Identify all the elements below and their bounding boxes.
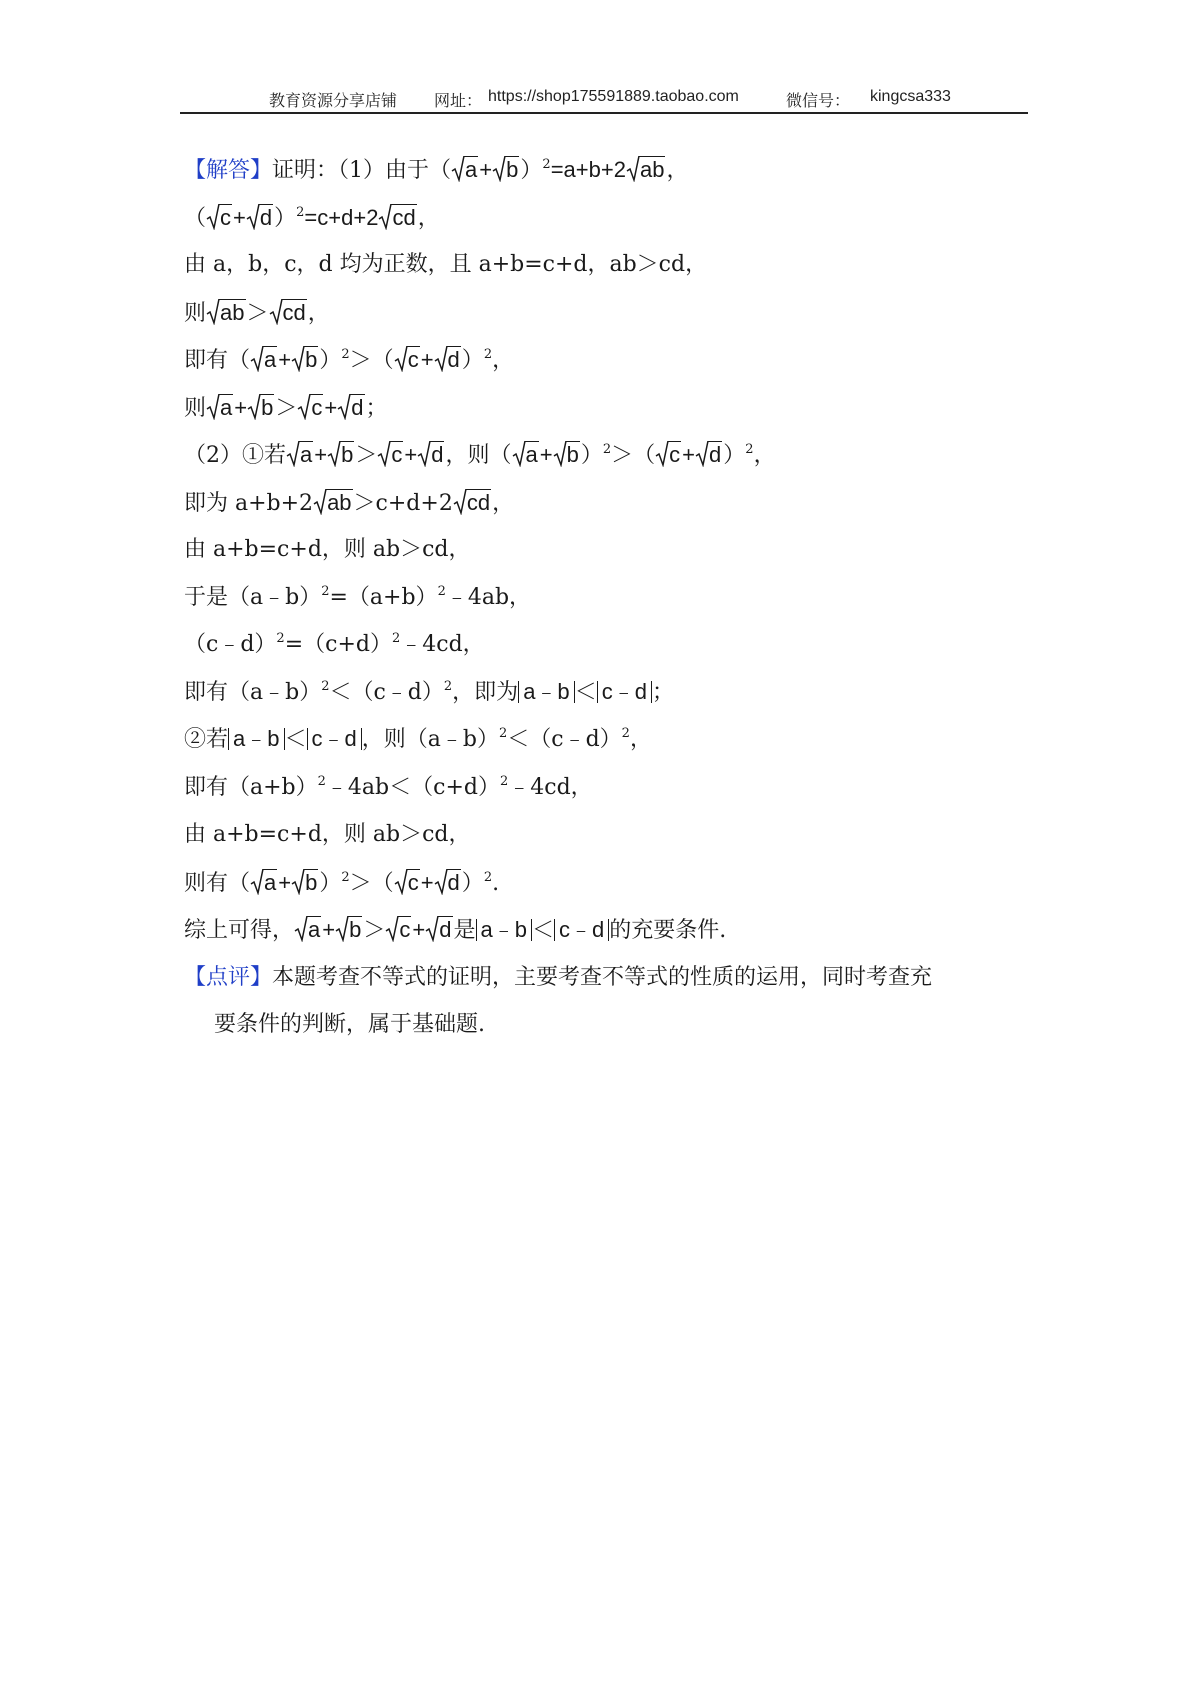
- text: ；: [651, 679, 674, 705]
- text: ＞: [363, 918, 386, 943]
- sqrt-b: [492, 150, 519, 191]
- text: 的充要条件.: [609, 918, 727, 943]
- abs-a-minus-b: a﹣b: [518, 681, 574, 703]
- sqrt-d: [425, 910, 452, 951]
- header-wechat-label: 微信号：: [786, 93, 851, 110]
- radicand: b: [305, 869, 318, 895]
- sqrt-ab: [626, 150, 665, 191]
- radicand: c: [669, 442, 681, 467]
- solution-tag-open: 【: [184, 158, 207, 183]
- page-header: [180, 86, 1028, 114]
- text: （2）①若: [184, 443, 286, 468]
- text: .: [492, 870, 500, 896]
- sqrt-a: [206, 388, 233, 429]
- text: ，即为: [452, 679, 519, 705]
- sqrt-d: [337, 388, 364, 429]
- plus-sign: +: [404, 442, 418, 467]
- solution-line-2: [184, 198, 1034, 246]
- comment-tag-open: 【: [184, 964, 207, 990]
- radicand: d: [447, 869, 460, 895]
- text: ）: [461, 870, 484, 896]
- radicand: c: [407, 869, 419, 895]
- text: ）: [319, 870, 342, 896]
- abs-c-minus-d: c﹣d: [554, 919, 609, 941]
- sqrt-b: [247, 388, 274, 429]
- text: 则: [184, 395, 207, 421]
- sqrt-b: [327, 435, 354, 476]
- sqrt-d: [417, 435, 444, 476]
- text: ﹣4ab＜（c+d）: [325, 774, 500, 800]
- sqrt-cd: [453, 483, 491, 524]
- text: ）: [274, 205, 297, 231]
- exponent: 2: [621, 726, 630, 741]
- radicand: a: [300, 442, 313, 467]
- plus-sign: +: [682, 442, 696, 467]
- text: 即有（a+b）: [184, 774, 318, 800]
- radicand: c: [407, 347, 419, 372]
- plus-sign: +: [420, 347, 434, 372]
- radicand: d: [351, 394, 364, 420]
- sqrt-b: [335, 910, 362, 951]
- exponent: 2: [483, 347, 493, 362]
- text: ﹣4cd，: [508, 774, 593, 800]
- text: ②若: [184, 727, 229, 752]
- solution-tag-close: 】: [250, 158, 273, 183]
- sqrt-ab: [206, 293, 245, 334]
- radicand: d: [439, 917, 452, 942]
- text: 于是（a﹣b）: [184, 584, 322, 610]
- radicand: d: [447, 347, 460, 372]
- text: ＞: [275, 395, 298, 421]
- header-url: https://shop175591889.taobao.com: [488, 88, 739, 105]
- radicand: a: [264, 347, 277, 372]
- text: （: [184, 205, 207, 231]
- radicand: cd: [282, 299, 306, 325]
- text: ＞（: [349, 348, 394, 373]
- plus-sign: +: [479, 157, 493, 182]
- text: 即有（: [184, 348, 251, 373]
- radicand: ab: [639, 157, 665, 182]
- abs-c-minus-d: c﹣d: [307, 728, 362, 750]
- text: ＞（: [611, 443, 656, 468]
- sqrt-a: [250, 863, 277, 904]
- radicand: b: [506, 157, 519, 182]
- text: ＞（: [349, 870, 394, 896]
- exponent: 2: [276, 631, 285, 646]
- plus-sign: +: [314, 442, 328, 467]
- header-wechat: kingcsa333: [870, 88, 951, 105]
- comment-line-2: 要条件的判断，属于基础题.: [214, 1012, 485, 1037]
- radicand: b: [261, 394, 274, 420]
- text: ，: [753, 443, 776, 468]
- sqrt-b: [291, 340, 318, 381]
- sqrt-a: [294, 910, 321, 951]
- text: 即有（a﹣b）: [184, 679, 322, 705]
- text: ，: [492, 490, 515, 516]
- exponent: 2: [443, 678, 453, 694]
- solution-line-11: [184, 625, 1034, 673]
- radicand: a: [264, 869, 277, 895]
- sqrt-c: [206, 198, 232, 239]
- sqrt-d: [434, 340, 461, 381]
- exponent: 2: [341, 869, 350, 885]
- text: ，: [417, 205, 440, 231]
- text: ）: [520, 158, 543, 183]
- solution-line-16: [184, 863, 1034, 911]
- radicand: d: [259, 204, 273, 230]
- text: 证明：（1）由于（: [272, 158, 452, 183]
- sqrt-a: [512, 435, 539, 476]
- text: ＜: [574, 679, 597, 705]
- text: ﹣4cd，: [400, 632, 485, 657]
- text: =（a+b）: [329, 584, 438, 610]
- text: ，: [629, 727, 652, 752]
- sqrt-cd: [378, 198, 416, 239]
- sqrt-b: [291, 863, 318, 904]
- plus-sign: +: [233, 204, 246, 230]
- exponent: 2: [321, 583, 330, 599]
- plus-sign: +: [278, 347, 292, 372]
- radicand: b: [305, 347, 318, 372]
- text: ）: [461, 348, 484, 373]
- plus-sign: +: [539, 442, 553, 467]
- radicand: d: [709, 442, 722, 467]
- radicand: a: [525, 442, 538, 467]
- text: ）: [723, 443, 746, 468]
- solution-line-10: [184, 578, 1034, 626]
- text: 是: [453, 918, 476, 943]
- solution-body: [184, 150, 1034, 1053]
- sqrt-cd: [269, 293, 307, 334]
- exponent: 2: [437, 583, 446, 599]
- radicand: a: [465, 157, 478, 182]
- plus-sign: +: [412, 917, 426, 942]
- solution-line-17: [184, 910, 1034, 958]
- radicand: c: [399, 917, 411, 942]
- exponent: 2: [483, 869, 493, 885]
- sqrt-a: [250, 340, 277, 381]
- sqrt-ab: [313, 483, 352, 524]
- exponent: 2: [341, 347, 350, 362]
- exponent: 2: [391, 631, 401, 646]
- radicand: a: [308, 917, 321, 942]
- solution-line-12: [184, 673, 1034, 721]
- text: ）: [580, 443, 603, 468]
- plus-sign: +: [420, 869, 434, 895]
- text: ＞: [246, 300, 269, 326]
- text: 则有（: [184, 870, 251, 896]
- sqrt-b: [553, 435, 580, 476]
- radicand: a: [220, 394, 233, 420]
- text: ，则（a﹣b）: [361, 727, 499, 752]
- radicand: d: [431, 442, 444, 467]
- radicand: c: [311, 394, 323, 420]
- text: =a+b+2: [550, 157, 626, 182]
- sqrt-c: [385, 910, 411, 951]
- solution-line-6: [184, 388, 1034, 436]
- text: ＞c+d+2: [353, 490, 453, 516]
- header-shop-name: 教育资源分享店铺: [269, 93, 398, 110]
- comment-line-1: [184, 958, 1034, 1006]
- sqrt-c: [655, 435, 681, 476]
- exponent: 2: [498, 726, 508, 741]
- sqrt-d: [246, 198, 273, 239]
- exponent: 2: [745, 442, 754, 457]
- plus-sign: +: [324, 394, 338, 420]
- sqrt-a: [286, 435, 313, 476]
- text: ﹣4ab，: [445, 584, 532, 610]
- exponent: 2: [602, 442, 612, 457]
- text: ＜: [532, 918, 555, 943]
- radicand: c: [391, 442, 403, 467]
- solution-line-14: [184, 768, 1034, 816]
- radicand: b: [341, 442, 354, 467]
- comment-tag-close: 】: [250, 964, 273, 990]
- sqrt-c: [297, 388, 323, 429]
- exponent: 2: [542, 157, 551, 172]
- text: ＜: [284, 727, 307, 752]
- comment-text: 本题考查不等式的证明，主要考查不等式的性质的运用，同时考查充: [272, 964, 933, 990]
- abs-a-minus-b: a﹣b: [228, 728, 284, 750]
- text: ，则（: [445, 443, 512, 468]
- plus-sign: +: [278, 869, 292, 895]
- text: 综上可得，: [184, 918, 295, 943]
- comment-tag: 点评: [206, 964, 251, 990]
- solution-line-1: [184, 150, 1034, 198]
- sqrt-c: [394, 863, 420, 904]
- sqrt-a: [451, 150, 478, 191]
- sqrt-d: [434, 863, 461, 904]
- solution-line-15: 由 a+b=c+d，则 ab＞cd，: [184, 822, 471, 847]
- solution-line-8: [184, 483, 1034, 531]
- solution-tag: 解答: [206, 158, 251, 183]
- text: ；: [365, 395, 388, 421]
- text: ，: [307, 300, 330, 326]
- text: =c+d+2: [304, 204, 379, 230]
- text: ，: [666, 158, 689, 183]
- exponent: 2: [499, 773, 509, 789]
- radicand: cd: [466, 489, 491, 515]
- solution-line-13: [184, 720, 1034, 768]
- solution-line-4: [184, 293, 1034, 341]
- radicand: ab: [327, 489, 352, 515]
- text: =（c+d）: [284, 632, 392, 657]
- abs-a-minus-b: a﹣b: [476, 919, 532, 941]
- radicand: cd: [392, 204, 416, 230]
- solution-line-9: 由 a+b=c+d，则 ab＞cd，: [184, 537, 471, 562]
- exponent: 2: [296, 204, 305, 220]
- text: （c﹣d）: [184, 632, 277, 657]
- text: ＞: [355, 443, 378, 468]
- text: 即为 a+b+2: [184, 490, 314, 516]
- solution-line-3: 由 a，b，c，d 均为正数，且 a+b=c+d，ab＞cd，: [184, 252, 708, 277]
- radicand: b: [566, 442, 579, 467]
- sqrt-c: [394, 340, 420, 381]
- text: ）: [319, 348, 342, 373]
- abs-c-minus-d: c﹣d: [597, 681, 652, 703]
- radicand: b: [349, 917, 362, 942]
- sqrt-c: [377, 435, 403, 476]
- radicand: ab: [220, 299, 245, 325]
- radicand: c: [220, 204, 232, 230]
- plus-sign: +: [234, 394, 248, 420]
- header-url-label: 网址：: [434, 93, 483, 110]
- text: ＜（c﹣d）: [329, 679, 444, 705]
- plus-sign: +: [322, 917, 336, 942]
- sqrt-d: [695, 435, 722, 476]
- text: ＜（c﹣d）: [507, 727, 622, 752]
- text: ，: [492, 348, 515, 373]
- exponent: 2: [317, 773, 326, 789]
- exponent: 2: [321, 678, 330, 694]
- solution-line-7: [184, 435, 1034, 483]
- text: 则: [184, 300, 207, 326]
- solution-line-5: [184, 340, 1034, 388]
